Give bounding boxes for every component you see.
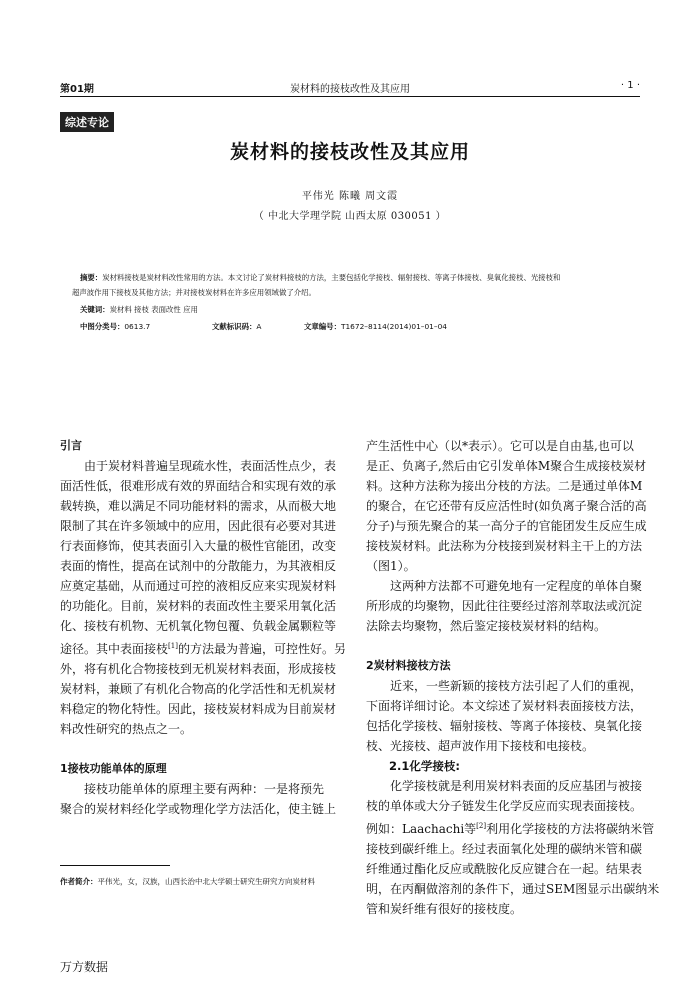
text-fragment: 利用化学接枝的方法将碳纳米管 [486, 822, 655, 836]
text-line: 料改性研究的热点之一。 [60, 722, 193, 736]
doc-code [212, 319, 304, 334]
doc-label: 文献标识码： [212, 322, 257, 331]
text-line: 外，将有机化合物接枝到无机炭材料表面，形成接枝 [60, 662, 337, 676]
text-line: 面活性低，很难形成有效的界面结合和实现有效的承 [60, 479, 337, 493]
text-line: 所形成的均聚物，因此往往要经过溶剂萃取法或沉淀 [366, 599, 643, 613]
clc-label: 中图分类号： [80, 322, 125, 331]
abstract-line-1 [80, 270, 638, 285]
text-line: 枝的单体或大分子链发生化学反应而实现表面接枝。 [366, 799, 643, 813]
text-line: 限制了其在许多领域中的应用，因此很有必要对其进 [60, 519, 337, 533]
text-line: 这两种方法都不可避免地有一定程度的单体自聚 [390, 579, 643, 593]
text-line [60, 636, 346, 659]
section-heading-1: 1接枝功能单体的原理 [60, 762, 167, 775]
art-value: T1672–8114(2014)01–01–04 [340, 322, 447, 331]
text-line: 由于炭材料普遍呈现疏水性，表面活性点少，表 [84, 459, 337, 473]
text-line: 近来，一些新颖的接枝方法引起了人们的重视， [390, 679, 643, 693]
text-line: 行表面修饰，使其表面引入大量的极性官能团，改变 [60, 539, 337, 553]
affiliation: （ 中北大学理学院 山西太原 030051 ） [253, 211, 447, 222]
author-footnote [60, 876, 315, 887]
abstract-text-1: 炭材料接枝是炭材料改性常用的方法。本文讨论了炭材料接枝的方法，主要包括化学接枝、辐射接枝、等离子体接枝、臭氧化接枝、光接枝和 [102, 273, 561, 282]
text-fragment: 例如：Laachachi等 [366, 822, 477, 836]
citation-2[interactable]: [2] [476, 822, 487, 830]
doc-value: A [256, 322, 262, 331]
text-line: 化学接枝就是利用炭材料表面的反应基团与被接 [390, 779, 643, 793]
text-line: 聚合的炭材料经化学或物理化学方法活化，使主链上 [60, 802, 337, 816]
section-heading-2: 2炭材料接枝方法 [366, 659, 451, 672]
text-line: 包括化学接枝、辐射接枝、等离子体接枝、臭氧化接 [366, 719, 643, 733]
issue-number: 第01期 [60, 84, 94, 95]
abstract-line-2: 超声波作用下接枝及其他方法；并对接枝炭材料在许多应用领域做了介绍。 [72, 288, 316, 297]
text-line: 法除去均聚物，然后鉴定接枝炭材料的结构。 [366, 619, 607, 633]
article-title: 炭材料的接枝改性及其应用 [229, 141, 470, 163]
text-line: 表面的惰性，提高在试剂中的分散能力，为其液相反 [60, 559, 337, 573]
keywords-text: 炭材料 接枝 表面改性 应用 [109, 305, 198, 314]
text-line: 化、接枝有机物、无机氧化物包覆、负载金属颗粒等 [60, 619, 337, 633]
text-line [366, 816, 655, 839]
text-line: 下面将详细讨论。本文综述了炭材料表面接枝方法， [366, 699, 643, 713]
text-line: 纤维通过酯化反应或酰胺化反应键合在一起。结果表 [366, 862, 643, 876]
left-column [60, 436, 346, 819]
page-header [60, 78, 640, 98]
subsection-heading-2-1: 2.1化学接枝: [389, 759, 460, 773]
footnote-rule [60, 865, 170, 866]
text-line: 是正、负离子,然后由它引发单体M聚合生成接枝炭材 [366, 459, 647, 473]
text-line: 载转换，难以满足不同功能材料的需求，从而极大地 [60, 499, 337, 513]
keywords-label: 关键词： [80, 305, 110, 314]
clc-number [80, 319, 212, 334]
text-line: 产生活性中心（以*表示）。它可以是自由基,也可以 [366, 439, 634, 453]
article-meta [72, 270, 638, 334]
text-line: 明，在丙酮做溶剂的条件下，通过SEM图显示出碳纳米 [366, 882, 660, 896]
text-fragment: 途径。其中表面接枝 [60, 642, 169, 656]
clc-value: 0613.7 [124, 322, 151, 331]
header-rule [60, 96, 640, 97]
section-heading-intro: 引言 [60, 439, 82, 452]
right-column [366, 436, 660, 919]
text-line: 的功能化。目前，炭材料的表面改性主要采用氧化活 [60, 599, 337, 613]
classification [80, 319, 638, 334]
authors: 平伟光 陈曦 周文霞 [301, 191, 399, 202]
text-line: 枝、光接枝、超声波作用下接枝和电接枝。 [366, 739, 595, 753]
text-line: （图1）。 [366, 559, 416, 573]
text-line: 接枝到碳纤维上。经过表面氧化处理的碳纳米管和碳 [366, 842, 643, 856]
footnote-label: 作者简介： [60, 877, 98, 886]
text-line: 分子)与预先聚合的某一高分子的官能团发生反应生成 [366, 519, 647, 533]
text-line: 炭材料，兼顾了有机化合物高的化学活性和无机炭材 [60, 682, 337, 696]
article-number [304, 319, 447, 334]
text-fragment: 的方法最为普遍，可控性好。另 [177, 642, 346, 656]
footnote-text: 平伟光，女，汉族，山西长治中北大学硕士研究生研究方向炭材料 [97, 877, 315, 886]
text-line: 接枝功能单体的原理主要有两种：一是将预先 [84, 782, 325, 796]
text-line: 的聚合，在它还带有反应活性时(如负离子聚合活的高 [366, 499, 647, 513]
text-line: 应奠定基础，从而通过可控的液相反应来实现炭材料 [60, 579, 337, 593]
watermark: 万方数据 [60, 960, 109, 974]
text-line: 料稳定的物化特性。因此，接枝炭材料成为目前炭材 [60, 702, 337, 716]
text-line: 料。这种方法称为接出分枝的方法。二是通过单体M [366, 479, 643, 493]
text-line: 接枝炭材料。此法称为分枝接到炭材料主干上的方法 [366, 539, 643, 553]
abstract-label: 摘要： [80, 273, 103, 282]
art-label: 文章编号： [304, 322, 341, 331]
keywords [80, 302, 638, 317]
citation-1[interactable]: [1] [168, 642, 178, 650]
running-title: 炭材料的接枝改性及其应用 [290, 84, 410, 95]
intro-paragraph [60, 456, 346, 739]
page-number: · 1 · [620, 80, 640, 91]
column-label: 综述专论 [60, 112, 114, 132]
text-line: 管和炭纤维有很好的接枝度。 [366, 902, 523, 916]
